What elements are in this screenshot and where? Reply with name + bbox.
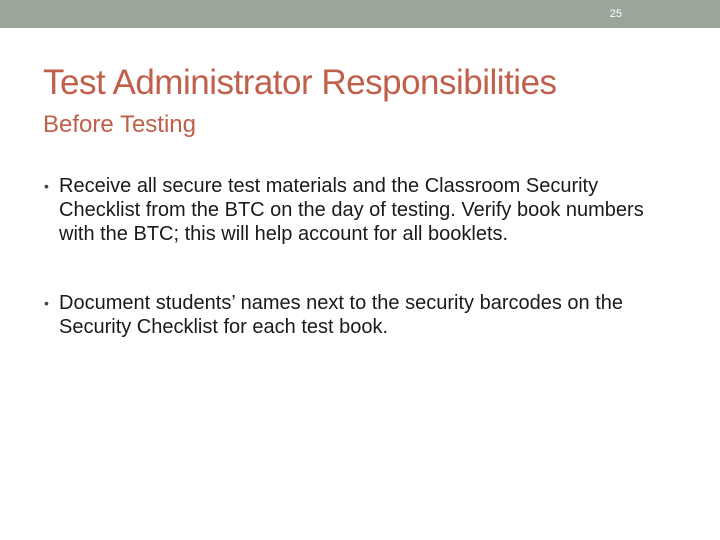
bullet-item xyxy=(44,291,684,339)
header-bar xyxy=(0,0,720,28)
bullet-item xyxy=(44,174,684,246)
bullet-dot-icon: • xyxy=(44,295,49,311)
bullet-list xyxy=(44,174,684,339)
bullet-text: Receive all secure test materials and the Classroom Security Checklist from the BTC on the day of testing. Verify book numbers with the BTC; this will help account for all booklets. xyxy=(59,175,644,245)
slide-subtitle: Before Testing xyxy=(43,111,196,138)
bullet-text: Document students’ names next to the security barcodes on the Security Checklist for each test book. xyxy=(59,292,624,338)
bullet-dot-icon: • xyxy=(44,178,49,194)
slide-number: 25 xyxy=(609,8,622,20)
slide-title: Test Administrator Responsibilities xyxy=(43,63,557,102)
